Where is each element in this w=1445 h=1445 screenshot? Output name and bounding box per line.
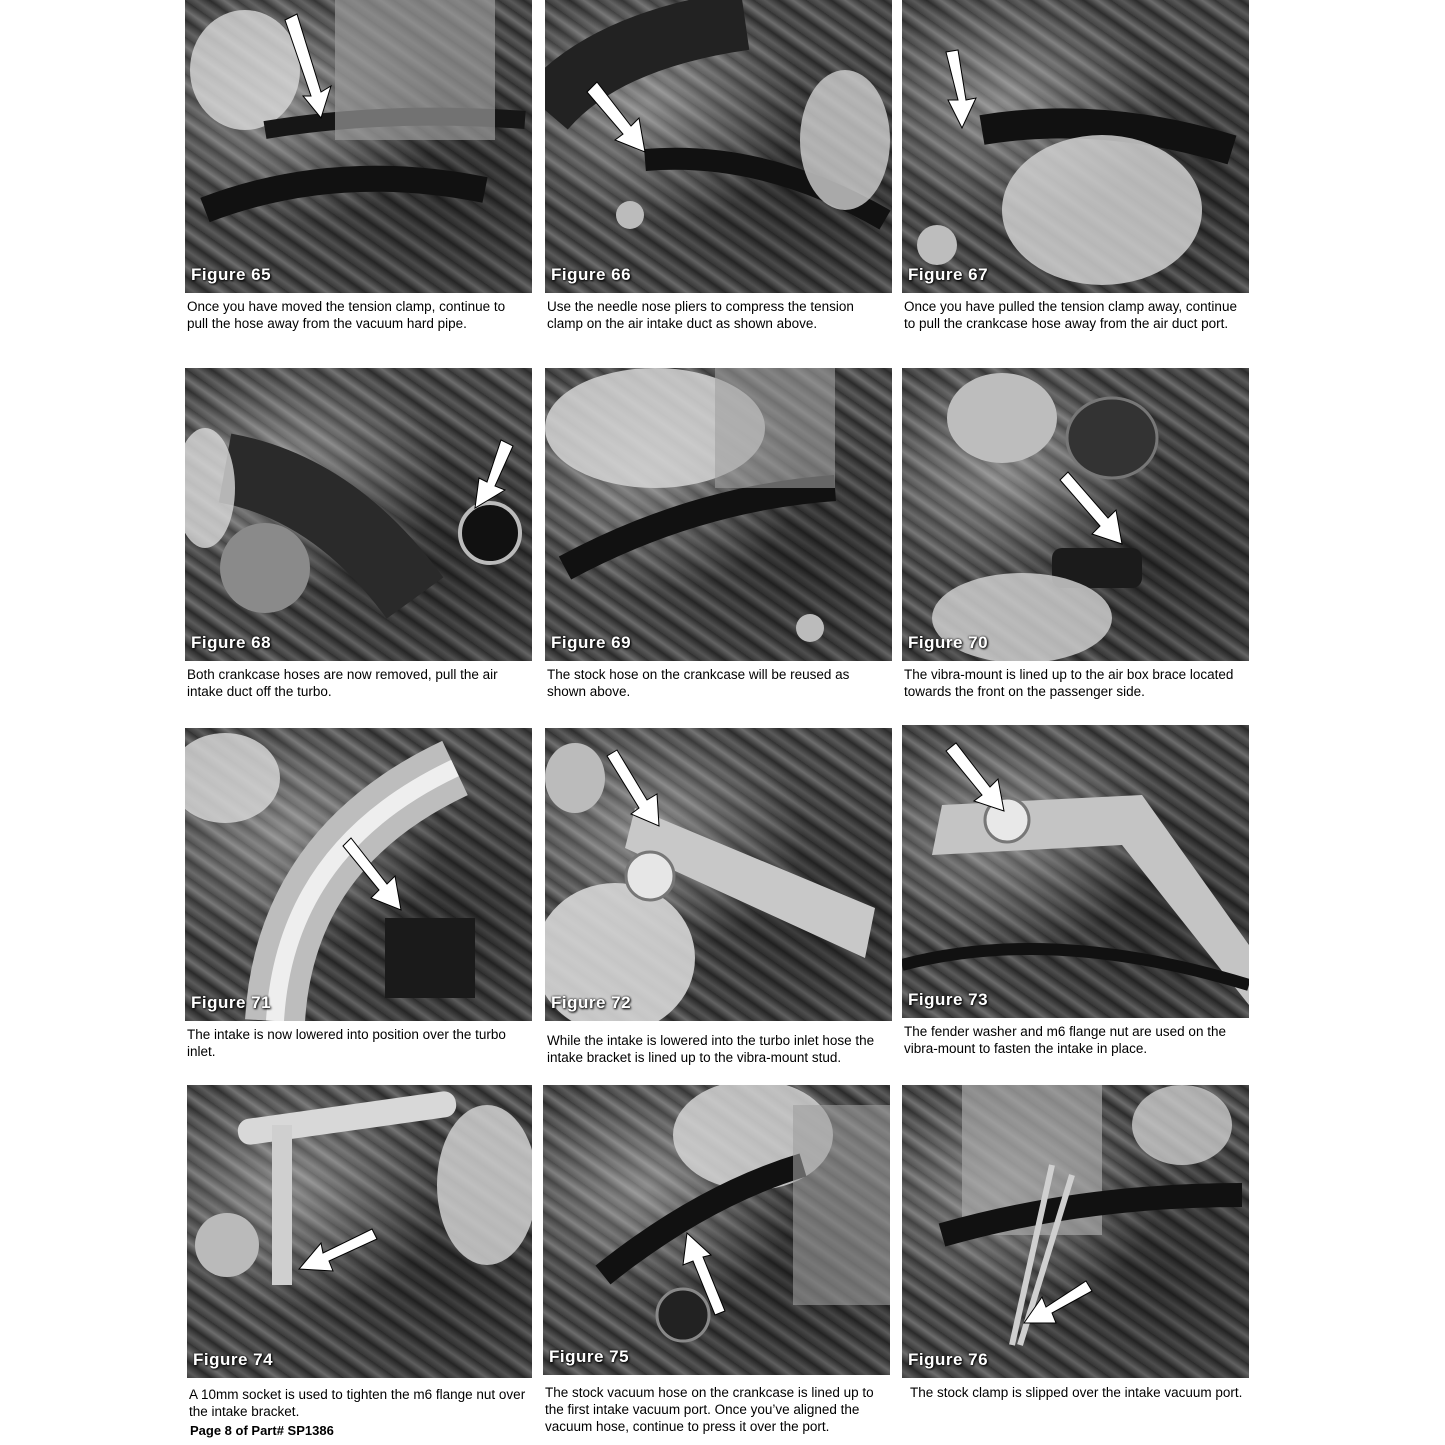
- figure-67-photo: [902, 0, 1249, 293]
- figure-70-photo: [902, 368, 1249, 661]
- figure-65: [185, 0, 532, 340]
- figure-72: [545, 728, 892, 1063]
- figure-caption: While the intake is lowered into the turbo inlet hose the intake bracket is lined up to the vibra-mount stud.: [547, 1033, 875, 1065]
- figure-label: Figure 73: [908, 990, 989, 1009]
- figure-label: Figure 68: [191, 633, 272, 652]
- figure-66: [545, 0, 892, 340]
- figure-76: [902, 1085, 1249, 1425]
- figure-70: [902, 368, 1249, 703]
- figure-label: Figure 70: [908, 633, 989, 652]
- figure-label: Figure 65: [191, 265, 272, 284]
- arrow-icon: [185, 728, 532, 1021]
- figure-label: Figure 76: [908, 1350, 989, 1369]
- figure-caption: Use the needle nose pliers to compress the tension clamp on the air intake duct as shown above.: [547, 299, 854, 331]
- figure-74-photo: [187, 1085, 532, 1378]
- figure-71: [185, 728, 532, 1063]
- figure-69-illustration: [545, 368, 892, 661]
- arrow-icon: [902, 0, 1249, 293]
- figure-label: Figure 74: [193, 1350, 274, 1369]
- figure-caption: The intake is now lowered into position over the turbo inlet.: [187, 1027, 506, 1059]
- figure-72-photo: [545, 728, 892, 1021]
- figure-caption: The stock vacuum hose on the crankcase is lined up to the first intake vacuum port. Once you’ve aligned the vacuum hose, continue to press it over the port.: [545, 1385, 874, 1434]
- figure-label: Figure 71: [191, 993, 272, 1012]
- arrow-icon: [185, 0, 532, 293]
- figure-75: [543, 1085, 890, 1440]
- figure-69-photo: [545, 368, 892, 661]
- figure-caption: The fender washer and m6 flange nut are used on the vibra-mount to fasten the intake in place.: [904, 1024, 1226, 1056]
- figure-label: Figure 72: [551, 993, 632, 1012]
- arrow-icon: [543, 1085, 890, 1375]
- figure-label: Figure 67: [908, 265, 989, 284]
- figure-73-photo: [902, 725, 1249, 1018]
- arrow-icon: [902, 368, 1249, 661]
- page-footer: Page 8 of Part# SP1386: [190, 1423, 334, 1438]
- figure-label: Figure 66: [551, 265, 632, 284]
- figure-66-photo: [545, 0, 892, 293]
- figure-caption: A 10mm socket is used to tighten the m6 flange nut over the intake bracket.: [189, 1387, 526, 1419]
- figure-68: [185, 368, 532, 703]
- arrow-icon: [185, 368, 532, 661]
- figure-label: Figure 75: [549, 1347, 630, 1366]
- figure-65-photo: [185, 0, 532, 293]
- figure-caption: The stock hose on the crankcase will be reused as shown above.: [547, 667, 850, 699]
- figure-75-photo: [543, 1085, 890, 1375]
- arrow-icon: [902, 725, 1249, 1018]
- figure-caption: Once you have pulled the tension clamp away, continue to pull the crankcase hose away from the air duct port.: [904, 299, 1237, 331]
- figure-caption: The stock clamp is slipped over the intake vacuum port.: [910, 1385, 1243, 1400]
- figure-caption: Once you have moved the tension clamp, continue to pull the hose away from the vacuum hard pipe.: [187, 299, 506, 331]
- arrow-icon: [187, 1085, 532, 1378]
- arrow-icon: [545, 728, 892, 1021]
- arrow-icon: [545, 0, 892, 293]
- figure-caption: The vibra-mount is lined up to the air box brace located towards the front on the passenger side.: [904, 667, 1234, 699]
- figure-caption: Both crankcase hoses are now removed, pull the air intake duct off the turbo.: [187, 667, 498, 699]
- figure-69: [545, 368, 892, 703]
- figure-76-photo: [902, 1085, 1249, 1378]
- figure-73: [902, 725, 1249, 1060]
- figure-71-photo: [185, 728, 532, 1021]
- figure-74: [187, 1085, 532, 1425]
- figure-label: Figure 69: [551, 633, 632, 652]
- figure-68-photo: [185, 368, 532, 661]
- arrow-icon: [902, 1085, 1249, 1378]
- figure-67: [902, 0, 1249, 350]
